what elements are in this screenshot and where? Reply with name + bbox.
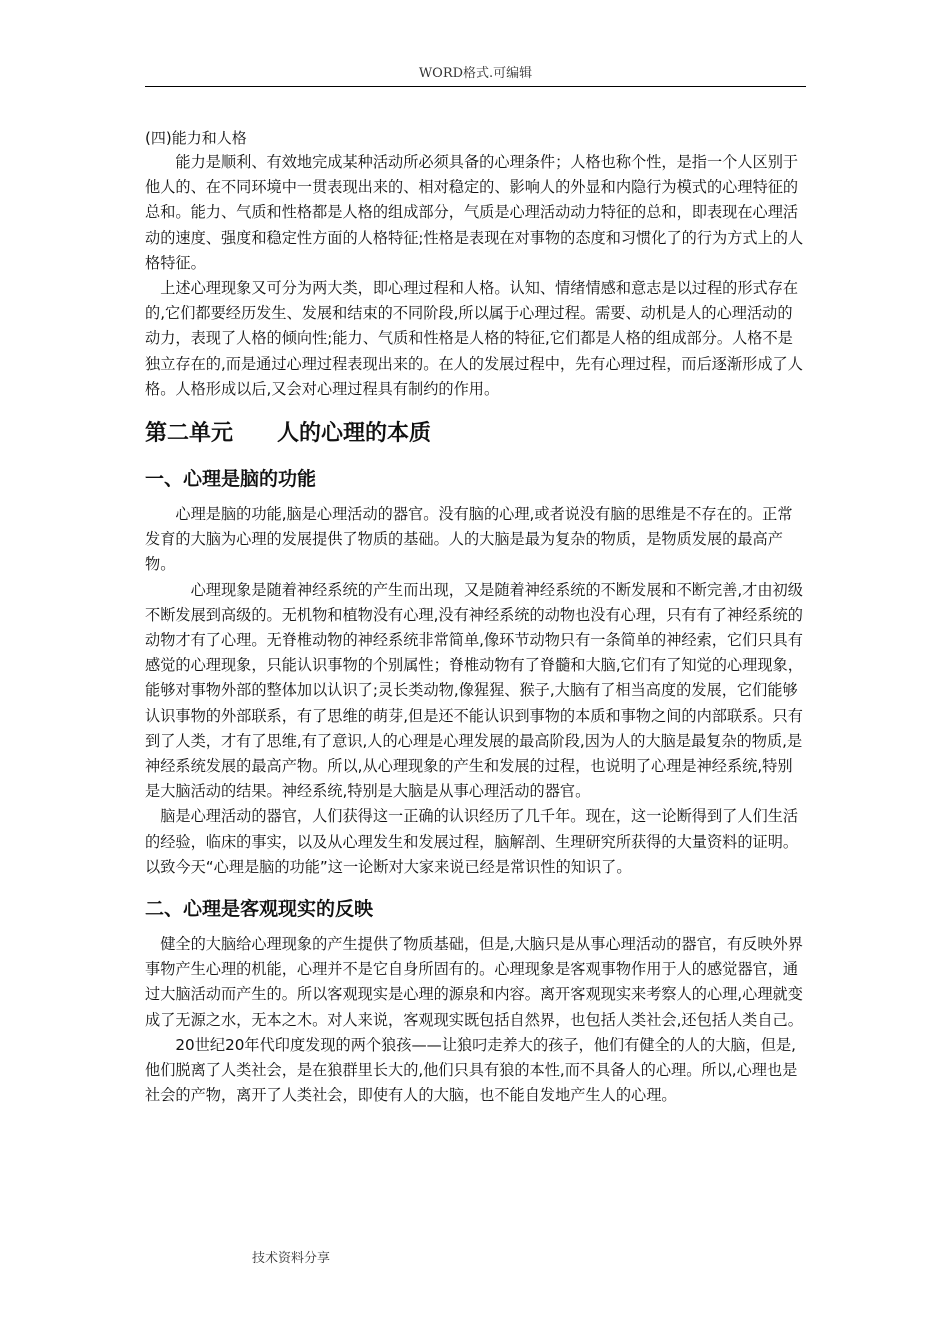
paragraph: 健全的大脑给心理现象的产生提供了物质基础，但是,大脑只是从事心理活动的器官，有反映外界事物产生心理的机能，心理并不是它自身所固有的。心理现象是客观事物作用于人的感觉器官，通过大脑活动而产生的。所以客观现实是心理的源泉和内容。离开客观现实来考察人的心理,心理就变成了无源之水，无本之木。对人来说，客观现实既包括自然界，也包括人类社会,还包括人类自己。 bbox=[145, 935, 803, 1029]
unit-title: 第二单元 人的心理的本质 bbox=[145, 421, 432, 447]
paragraph: 20世纪20年代印度发现的两个狼孩——让狼叼走养大的孩子，他们有健全的人的大脑，但是,他们脱离了人类社会，是在狼群里长大的,他们只具有狼的本性,而不具备人的心理。所以,心理也是社会的产物，离开了人类社会，即使有人的大脑，也不能自发地产生人的心理。 bbox=[145, 1035, 798, 1105]
subheading-ability-personality: (四)能力和人格 bbox=[145, 129, 247, 147]
paragraph: 心理是脑的功能,脑是心理活动的器官。没有脑的心理,或者说没有脑的思维是不存在的。正常发育的大脑为心理的发展提供了物质的基础。人的大脑是最为复杂的物质，是物质发展的最高产物。 bbox=[145, 505, 793, 574]
page-header: WORD格式.可编辑 bbox=[418, 66, 533, 81]
header-rule bbox=[145, 86, 806, 87]
paragraph: 上述心理现象又可分为两大类，即心理过程和人格。认知、情绪情感和意志是以过程的形式存在的,它们都要经历发生、发展和结束的不同阶段,所以属于心理过程。需要、动机是人的心理活动的动力，表现了人格的倾向性;能力、气质和性格是人格的特征,它们都是人格的组成部分。人格不是独立存在的,而是通过心理过程表现出来的。在人的发展过程中，先有心理过程，而后逐渐形成了人格。人格形成以后,又会对心理过程具有制约的作用。 bbox=[145, 279, 803, 398]
page-footer: 技术资料分享 bbox=[252, 1251, 331, 1266]
section-title-brain-function: 一、心理是脑的功能 bbox=[145, 468, 317, 491]
document-body bbox=[145, 126, 806, 1109]
paragraph: 脑是心理活动的器官，人们获得这一正确的认识经历了几千年。现在，这一论断得到了人们生活的经验，临床的事实，以及从心理发生和发展过程，脑解剖、生理研究所获得的大量资料的证明。以致今天“心理是脑的功能”这一论断对大家来说已经是常识性的知识了。 bbox=[145, 807, 799, 876]
paragraph: 能力是顺利、有效地完成某种活动所必须具备的心理条件；人格也称个性，是指一个人区别于他人的、在不同环境中一贯表现出来的、相对稳定的、影响人的外显和内隐行为模式的心理特征的总和。能力、气质和性格都是人格的组成部分，气质是心理活动动力特征的总和，即表现在心理活动的速度、强度和稳定性方面的人格特征;性格是表现在对事物的态度和习惯化了的行为方式上的人格特征。 bbox=[145, 153, 804, 272]
paragraph: 心理现象是随着神经系统的产生而出现，又是随着神经系统的不断发展和不断完善,才由初级不断发展到高级的。无机物和植物没有心理,没有神经系统的动物也没有心理，只有有了神经系统的动物才有了心理。无脊椎动物的神经系统非常简单,像环节动物只有一条简单的神经索，它们只具有感觉的心理现象，只能认识事物的个别属性；脊椎动物有了脊髓和大脑,它们有了知觉的心理现象，能够对事物外部的整体加以认识了;灵长类动物,像猩猩、猴子,大脑有了相当高度的发展，它们能够认识事物的外部联系，有了思维的萌芽,但是还不能认识到事物的本质和事物之间的内部联系。只有到了人类，才有了思维,有了意识,人的心理是心理发展的最高阶段,因为人的大脑是最复杂的物质,是神经系统发展的最高产物。所以,从心理现象的产生和发展的过程，也说明了心理是神经系统,特别是大脑活动的结果。神经系统,特别是大脑是从事心理活动的器官。 bbox=[145, 580, 803, 801]
section-title-objective-reality: 二、心理是客观现实的反映 bbox=[145, 898, 374, 921]
